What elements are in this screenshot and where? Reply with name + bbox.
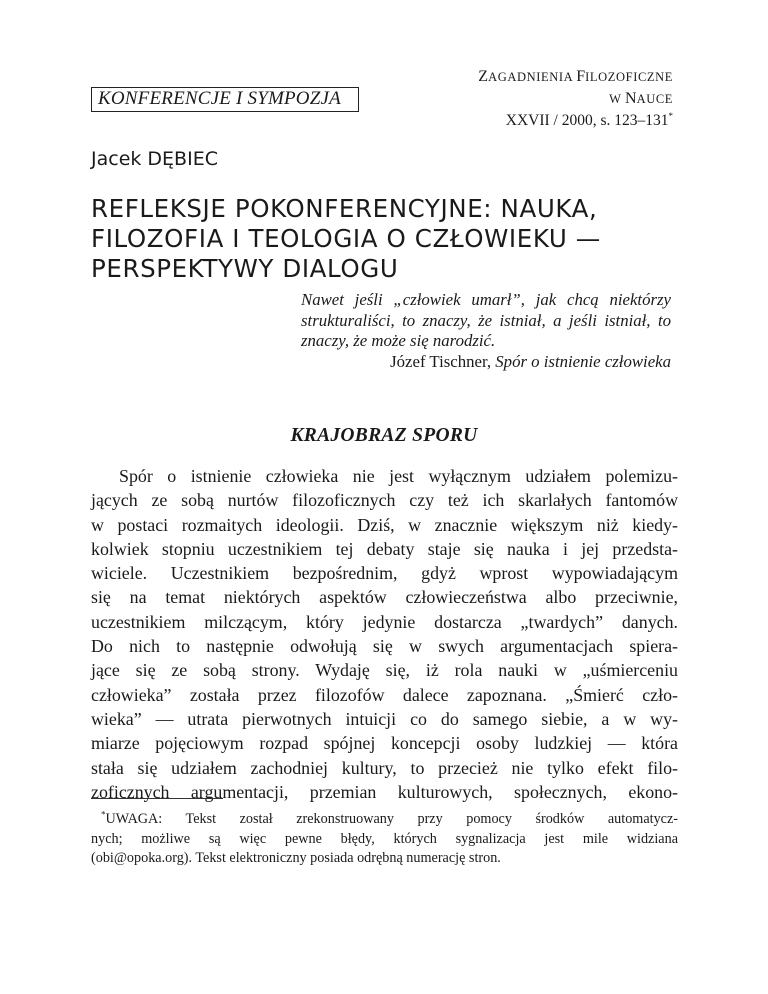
journal-name-line1: ZAGADNIENIA FILOZOFICZNE: [478, 68, 673, 85]
journal-info: [478, 66, 673, 132]
footnote-marker: *: [101, 809, 106, 820]
title-line: PERSPEKTYWY DIALOGU: [91, 254, 399, 283]
epigraph: [301, 290, 671, 372]
body-line: człowieka” została przez filozofów dalece zapoznana. „Śmierć czło-: [91, 684, 678, 705]
title-line: REFLEKSJE POKONFERENCYJNE: NAUKA,: [91, 194, 598, 223]
section-label: KONFERENCJE I SYMPOZJA: [98, 88, 341, 109]
footnote-divider: [91, 798, 223, 799]
body-line: Do nich to następnie odwołują się w swych argumentacjach spiera-: [91, 636, 678, 657]
journal-volume-pages: XXVII / 2000, s. 123–131*: [505, 110, 673, 129]
body-line: miarze pojęciowym rozpad spójnej koncepcji osoby ludzkiej — która: [91, 733, 678, 754]
section-heading: KRAJOBRAZ SPORU: [290, 425, 478, 446]
footnote: [91, 810, 678, 869]
epigraph-source: Spór o istnienie człowieka: [495, 351, 671, 371]
footnote-line: nych; możliwe są więc pewne błędy, których sygnalizacja jest mile widziana: [91, 830, 678, 847]
body-line: zoficznych argumentacji, przemian kulturowych, społecznych, ekono-: [91, 781, 678, 802]
title-line: FILOZOFIA I TEOLOGIA O CZŁOWIEKU —: [91, 224, 601, 253]
body-line: wieka” — utrata pierwotnych intuicji co do samego siebie, a w wy-: [91, 708, 678, 729]
footnote-line: *UWAGA: Tekst został zrekonstruowany przy pomocy środków automatycz-: [101, 809, 678, 827]
body-line: jących ze sobą nurtów filozoficznych czy też ich skarlałych fantomów: [91, 490, 678, 511]
body-line: w postaci rozmaitych ideologii. Dziś, w znacznie większym niż kiedy-: [91, 514, 678, 535]
body-line: uczestnikiem milczącym, który jedynie dostarcza „twardych” danych.: [91, 611, 678, 632]
body-line: kolwiek stopniu uczestnikiem tej debaty staje się nauka i jej przedsta-: [91, 538, 678, 559]
epigraph-attribution: [301, 352, 671, 373]
footnote-marker: *: [668, 110, 673, 121]
epigraph-quote: Nawet jeśli „człowiek umarł”, jak chcą niektórzy strukturaliści, to znaczy, że istniał, a jeśli istniał, to znaczy, że może się narodzić.: [301, 290, 671, 350]
footnote-line: (obi@opoka.org). Tekst elektroniczny posiada odrębną numerację stron.: [91, 850, 501, 866]
body-paragraph: [91, 464, 678, 804]
section-label-box: [91, 87, 359, 112]
body-line: się na temat niektórych aspektów człowieczeństwa albo przeciwnie,: [91, 587, 678, 608]
body-line: Spór o istnienie człowieka nie jest wyłącznym udziałem polemizu-: [119, 466, 678, 486]
epigraph-author: Józef Tischner,: [390, 351, 492, 371]
body-line: jące się ze sobą strony. Wydaję się, iż rola nauki w „uśmierceniu: [91, 660, 678, 681]
author-name: Jacek DĘBIEC: [91, 148, 218, 170]
body-line: wiciele. Uczestnikiem bezpośrednim, gdyż wprost wypowiadającym: [91, 563, 678, 584]
body-line: stała się udziałem zachodniej kultury, to przecież nie tylko efekt filo-: [91, 757, 678, 778]
journal-name-line2: W NAUCE: [609, 90, 673, 107]
article-title: [91, 194, 691, 284]
